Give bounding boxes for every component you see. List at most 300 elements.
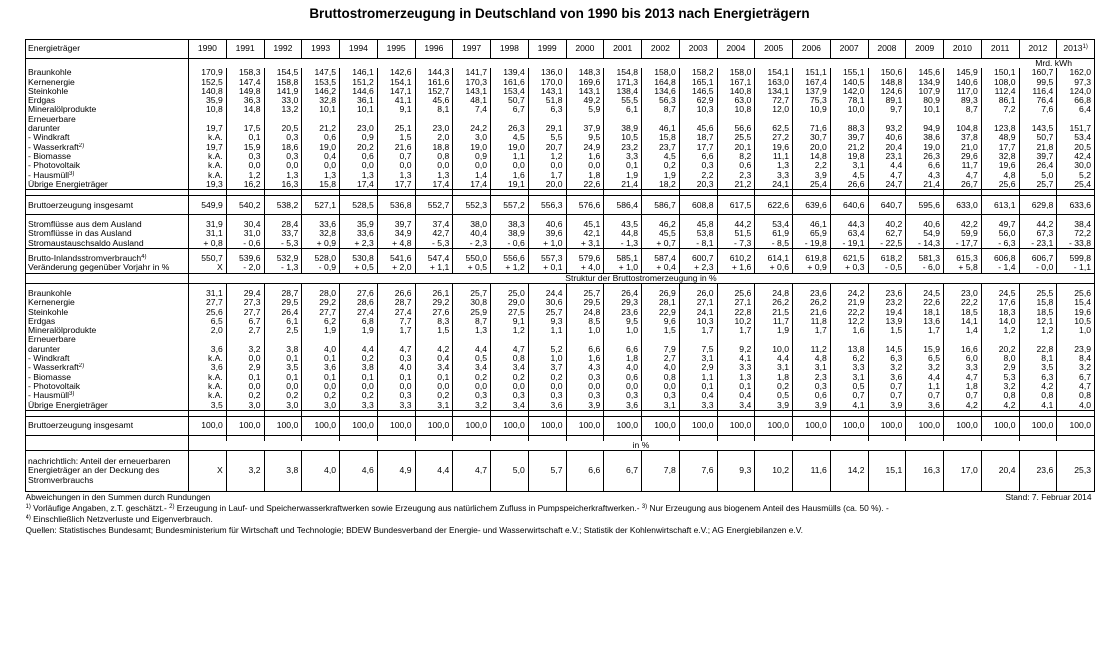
footnote-marker: 4) xyxy=(25,514,31,521)
table-cell: 0,2 xyxy=(415,391,453,400)
footer-notes xyxy=(26,503,1095,514)
table-cell: 586,7 xyxy=(642,196,680,215)
table-cell: 7,7 xyxy=(377,317,415,326)
table-cell: 3,1 xyxy=(793,363,831,372)
table-cell: 0,2 xyxy=(642,161,680,170)
table-cell: 25,1 xyxy=(377,115,415,134)
table-cell: 6,5 xyxy=(906,354,944,363)
table-cell: 7,6 xyxy=(1019,105,1057,114)
year-label: 2012 xyxy=(1028,43,1048,54)
table-cell: 6,0 xyxy=(944,354,982,363)
column-header-year xyxy=(302,40,340,59)
table-cell: 56,0 xyxy=(981,229,1019,238)
table-cell: 44,2 xyxy=(1019,220,1057,229)
row-label-text: Bruttoerzeugung insgesamt xyxy=(28,420,134,431)
table-cell: - 17,7 xyxy=(944,239,982,249)
table-cell: 14,1 xyxy=(944,317,982,326)
table-cell: 3,3 xyxy=(830,363,868,372)
table-cell: 3,6 xyxy=(906,401,944,411)
row-label-text: Erneuerbare xyxy=(28,335,76,345)
table-cell: 30,7 xyxy=(793,133,831,142)
row-label-text: Übrige Energieträger xyxy=(28,400,108,410)
table-row xyxy=(26,143,1095,152)
table-cell: 1,7 xyxy=(679,326,717,335)
table-cell: 27,4 xyxy=(340,308,378,317)
row-sublabel: darunter xyxy=(28,343,61,354)
table-cell: - 2,3 xyxy=(453,239,491,249)
table-cell: 614,1 xyxy=(755,254,793,263)
table-cell: 3,0 xyxy=(453,133,491,142)
table-cell: 4,7 xyxy=(868,171,906,180)
table-cell: 0,0 xyxy=(415,161,453,170)
table-cell: 4,7 xyxy=(453,451,491,492)
table-cell: 151,2 xyxy=(340,78,378,87)
table-cell: 0,6 xyxy=(340,152,378,161)
table-cell: 26,3 xyxy=(906,152,944,161)
table-cell: 45,1 xyxy=(566,220,604,229)
table-cell: 12,1 xyxy=(1019,317,1057,326)
table-cell: 581,3 xyxy=(906,254,944,263)
table-cell: 4,0 xyxy=(302,451,340,492)
table-cell: 26,4 xyxy=(604,289,642,298)
table-cell: 15,8 xyxy=(302,180,340,190)
table-cell: 0,3 xyxy=(491,391,529,400)
table-cell: 26,1 xyxy=(415,289,453,298)
table-cell: 10,3 xyxy=(679,317,717,326)
table-cell: 4,4 xyxy=(415,451,453,492)
table-cell: 66,8 xyxy=(1057,96,1095,105)
table-cell: 100,0 xyxy=(981,416,1019,435)
table-cell: 10,1 xyxy=(340,105,378,114)
table-cell: 527,1 xyxy=(302,196,340,215)
footnote-marker: 3) xyxy=(69,170,75,177)
table-cell: 5,5 xyxy=(528,133,566,142)
year-label: 2003 xyxy=(688,43,708,54)
table-cell: 15,1 xyxy=(868,451,906,492)
table-cell: 100,0 xyxy=(302,416,340,435)
table-cell: 19,6 xyxy=(1057,308,1095,317)
table-cell: 18,1 xyxy=(906,308,944,317)
table-cell: 14,0 xyxy=(981,317,1019,326)
table-cell: 42,1 xyxy=(566,229,604,238)
table-cell: 0,2 xyxy=(302,391,340,400)
table-cell: 25,6 xyxy=(1057,289,1095,298)
table-cell: 5,9 xyxy=(566,105,604,114)
table-cell: 27,6 xyxy=(340,289,378,298)
table-cell: 147,1 xyxy=(377,87,415,96)
table-cell: 1,3 xyxy=(415,171,453,180)
table-cell: 1,2 xyxy=(981,326,1019,335)
table-cell: 8,0 xyxy=(981,354,1019,363)
table-cell: 23,2 xyxy=(868,298,906,307)
row-label-text: - Windkraft xyxy=(28,354,70,364)
table-cell: 17,5 xyxy=(226,115,264,134)
footnote-marker: 2) xyxy=(78,142,85,149)
table-cell: 5,2 xyxy=(528,335,566,354)
table-cell: 24,8 xyxy=(566,308,604,317)
table-cell: 19,3 xyxy=(189,180,227,190)
table-cell: 1,2 xyxy=(226,171,264,180)
table-cell: 6,8 xyxy=(340,317,378,326)
row-label xyxy=(26,68,189,77)
table-cell: - 1,3 xyxy=(604,239,642,249)
footnote-text: Vorläufige Angaben, z.T. geschätzt.- xyxy=(30,503,170,513)
table-cell: 617,5 xyxy=(717,196,755,215)
table-cell: 100,0 xyxy=(1019,416,1057,435)
table-cell: 25,4 xyxy=(1057,180,1095,190)
table-cell: 3,1 xyxy=(642,401,680,411)
table-cell: 163,0 xyxy=(755,78,793,87)
table-cell: 17,4 xyxy=(453,180,491,190)
table-cell: 0,0 xyxy=(340,382,378,391)
table-cell: 2,7 xyxy=(226,326,264,335)
table-cell: 0,5 xyxy=(830,382,868,391)
table-cell: 51,8 xyxy=(528,96,566,105)
table-cell: 3,4 xyxy=(491,363,529,372)
row-label xyxy=(26,451,189,492)
table-cell: 55,5 xyxy=(604,96,642,105)
row-label xyxy=(26,161,189,170)
table-cell: 56,3 xyxy=(642,96,680,105)
table-cell: 50,7 xyxy=(1019,133,1057,142)
table-cell: 6,6 xyxy=(679,152,717,161)
table-cell: 24,5 xyxy=(906,289,944,298)
table-cell: 0,5 xyxy=(755,391,793,400)
table-cell: 4,2 xyxy=(944,401,982,411)
footer-notes-cell xyxy=(26,503,1095,514)
table-cell: 9,3 xyxy=(717,451,755,492)
table-cell: 26,7 xyxy=(944,180,982,190)
row-label xyxy=(26,143,189,152)
table-cell: 149,8 xyxy=(226,87,264,96)
table-cell: 3,3 xyxy=(717,363,755,372)
table-cell: 1,2 xyxy=(1019,326,1057,335)
table-cell: 53,4 xyxy=(1057,133,1095,142)
table-cell: 26,4 xyxy=(1019,161,1057,170)
table-cell: 0,0 xyxy=(302,382,340,391)
table-cell: 146,5 xyxy=(679,87,717,96)
table-cell: 639,6 xyxy=(793,196,831,215)
table-cell: 0,1 xyxy=(679,382,717,391)
table-cell: 161,6 xyxy=(491,78,529,87)
table-cell: 116,4 xyxy=(1019,87,1057,96)
table-cell: 20,2 xyxy=(981,335,1019,354)
table-cell: 0,1 xyxy=(264,373,302,382)
table-cell: 29,2 xyxy=(302,298,340,307)
table-cell: 8,2 xyxy=(717,152,755,161)
year-label: 1994 xyxy=(348,43,368,54)
table-cell: 21,5 xyxy=(755,308,793,317)
table-cell: 148,8 xyxy=(868,78,906,87)
table-cell: 26,2 xyxy=(793,298,831,307)
table-cell: 538,2 xyxy=(264,196,302,215)
empty-cell xyxy=(26,59,189,69)
table-cell: 158,3 xyxy=(226,68,264,77)
table-cell: 4,1 xyxy=(1019,401,1057,411)
table-cell: + 0,8 xyxy=(189,239,227,249)
table-cell: 0,8 xyxy=(642,373,680,382)
table-cell: 108,0 xyxy=(981,78,1019,87)
table-cell: 18,6 xyxy=(264,143,302,152)
table-cell: 27,7 xyxy=(302,308,340,317)
table-cell: 40,4 xyxy=(453,229,491,238)
table-cell: 17,7 xyxy=(679,143,717,152)
table-cell: 19,6 xyxy=(755,143,793,152)
column-header-year xyxy=(604,40,642,59)
table-cell: 31,1 xyxy=(189,289,227,298)
table-cell: 3,2 xyxy=(226,335,264,354)
table-cell: - 1,1 xyxy=(1057,263,1095,273)
table-row xyxy=(26,229,1095,238)
row-label xyxy=(26,416,189,435)
table-cell: 13,9 xyxy=(868,317,906,326)
table-cell: 23,1 xyxy=(868,152,906,161)
table-cell: 25,7 xyxy=(528,308,566,317)
table-cell: 11,8 xyxy=(793,317,831,326)
year-label: 2004 xyxy=(726,43,746,54)
table-cell: 0,0 xyxy=(264,161,302,170)
table-cell: 4,2 xyxy=(1019,382,1057,391)
table-cell: 151,1 xyxy=(793,68,831,77)
table-cell: 7,4 xyxy=(453,105,491,114)
empty-cell xyxy=(26,441,189,451)
table-cell: 0,3 xyxy=(226,152,264,161)
table-cell: 37,4 xyxy=(415,220,453,229)
table-cell: 100,0 xyxy=(189,416,227,435)
table-cell: 3,9 xyxy=(566,401,604,411)
table-cell: 0,9 xyxy=(453,152,491,161)
table-cell: 7,2 xyxy=(981,105,1019,114)
table-cell: 21,8 xyxy=(1019,143,1057,152)
year-label: 2000 xyxy=(575,43,595,54)
table-cell: 19,1 xyxy=(491,180,529,190)
table-row xyxy=(26,382,1095,391)
table-cell: 530,8 xyxy=(340,254,378,263)
table-cell: 39,7 xyxy=(1019,152,1057,161)
table-row xyxy=(26,289,1095,298)
table-cell: 21,6 xyxy=(377,143,415,152)
table-cell: 44,2 xyxy=(717,220,755,229)
table-cell: 24,1 xyxy=(679,308,717,317)
table-cell: 150,1 xyxy=(981,68,1019,77)
footnote-marker: 3) xyxy=(641,503,648,510)
table-cell: 145,9 xyxy=(944,68,982,77)
row-label-text: Erdgas xyxy=(28,96,56,106)
sources-text: Quellen: Statistisches Bundesamt; Bundesministerium für Wirtschaft und Technologie; BDEW Bundesverband der Energie- und Wasserwirtschaft e.V.; Statistik der Kohlenwirtschaft e.V.; AG Energiebilanzen e.V. xyxy=(25,525,803,535)
table-cell: 53,8 xyxy=(679,229,717,238)
table-cell: 0,1 xyxy=(340,373,378,382)
row-label-text: Mineralölprodukte xyxy=(28,105,97,115)
table-cell: 16,3 xyxy=(264,180,302,190)
table-cell: 0,0 xyxy=(491,161,529,170)
table-cell: 0,0 xyxy=(604,382,642,391)
row-label xyxy=(26,115,189,134)
footer-sources-cell xyxy=(26,525,1095,536)
table-cell: 610,2 xyxy=(717,254,755,263)
table-cell: 3,5 xyxy=(264,363,302,372)
table-cell: 12,0 xyxy=(755,105,793,114)
table-cell: 3,3 xyxy=(679,401,717,411)
table-cell: 33,7 xyxy=(264,229,302,238)
row-label-text: Brutto-Inlandsstromverbrauch xyxy=(28,254,142,264)
table-cell: - 8,5 xyxy=(755,239,793,249)
footnote-marker: 1) xyxy=(1082,44,1088,51)
table-cell: 4,4 xyxy=(453,335,491,354)
table-cell: 4,2 xyxy=(981,401,1019,411)
table-cell: 3,3 xyxy=(604,152,642,161)
table-cell: 0,1 xyxy=(226,373,264,382)
table-cell: 1,4 xyxy=(944,326,982,335)
table-cell: 541,6 xyxy=(377,254,415,263)
table-row xyxy=(26,161,1095,170)
year-label: 2005 xyxy=(764,43,784,54)
table-cell: 6,5 xyxy=(189,317,227,326)
table-cell: 39,6 xyxy=(528,229,566,238)
table-cell: 21,4 xyxy=(604,180,642,190)
table-cell: 550,0 xyxy=(453,254,491,263)
year-label: 1990 xyxy=(197,43,217,54)
table-cell: 0,0 xyxy=(642,382,680,391)
table-cell: 587,4 xyxy=(642,254,680,263)
table-cell: 124,6 xyxy=(868,87,906,96)
table-cell: 1,3 xyxy=(302,171,340,180)
row-label xyxy=(26,220,189,229)
table-cell: 17,6 xyxy=(981,298,1019,307)
table-cell: 19,0 xyxy=(906,143,944,152)
table-cell: 10,1 xyxy=(302,105,340,114)
row-label-text: - Windkraft xyxy=(28,133,70,143)
table-cell: 3,5 xyxy=(1019,363,1057,372)
table-cell: 4,1 xyxy=(830,401,868,411)
table-cell: 13,2 xyxy=(264,105,302,114)
row-label xyxy=(26,354,189,363)
table-cell: 23,0 xyxy=(340,115,378,134)
table-cell: 0,3 xyxy=(264,152,302,161)
table-cell: 0,4 xyxy=(717,391,755,400)
table-cell: 143,1 xyxy=(528,87,566,96)
table-cell: 45,5 xyxy=(642,229,680,238)
table-cell: 23,2 xyxy=(604,143,642,152)
table-cell: 4,5 xyxy=(491,133,529,142)
column-header-year xyxy=(264,40,302,59)
table-cell: 25,7 xyxy=(453,289,491,298)
table-cell: 13,6 xyxy=(906,317,944,326)
table-cell: 540,2 xyxy=(226,196,264,215)
row-sublabel: darunter xyxy=(28,123,61,134)
table-cell: 9,7 xyxy=(868,105,906,114)
table-cell: 100,0 xyxy=(793,416,831,435)
table-cell: 8,7 xyxy=(453,317,491,326)
table-cell: 18,7 xyxy=(679,133,717,142)
table-cell: 32,8 xyxy=(302,229,340,238)
table-cell: 169,6 xyxy=(566,78,604,87)
row-label xyxy=(26,196,189,215)
table-cell: 46,2 xyxy=(642,220,680,229)
table-cell: 3,3 xyxy=(944,363,982,372)
table-cell: 0,7 xyxy=(944,391,982,400)
table-cell: 152,7 xyxy=(415,87,453,96)
table-cell: 22,2 xyxy=(830,308,868,317)
table-cell: 618,2 xyxy=(868,254,906,263)
table-cell: 48,1 xyxy=(453,96,491,105)
table-cell: 154,1 xyxy=(755,68,793,77)
table-row xyxy=(26,298,1095,307)
table-cell: 0,8 xyxy=(1057,391,1095,400)
table-cell: 0,5 xyxy=(453,354,491,363)
table-cell: 89,1 xyxy=(868,96,906,105)
table-row xyxy=(26,263,1095,273)
table-cell: 1,1 xyxy=(528,326,566,335)
row-label-text: Erdgas xyxy=(28,316,56,326)
table-cell: 0,0 xyxy=(415,382,453,391)
table-cell: 1,7 xyxy=(906,326,944,335)
table-cell: 18,8 xyxy=(415,143,453,152)
year-label: 2009 xyxy=(915,43,935,54)
table-cell: - 8,1 xyxy=(679,239,717,249)
table-cell: 3,7 xyxy=(528,363,566,372)
table-cell: + 4,0 xyxy=(566,263,604,273)
column-header-year xyxy=(1057,40,1095,59)
table-cell: 38,6 xyxy=(906,133,944,142)
table-cell: 28,6 xyxy=(340,298,378,307)
row-label xyxy=(26,263,189,273)
table-cell: + 2,3 xyxy=(679,263,717,273)
table-cell: 153,5 xyxy=(302,78,340,87)
table-cell: 100,0 xyxy=(566,416,604,435)
row-label xyxy=(26,373,189,382)
table-cell: 19,0 xyxy=(302,143,340,152)
table-cell: 615,3 xyxy=(944,254,982,263)
table-cell: 536,8 xyxy=(377,196,415,215)
table-cell: 20,2 xyxy=(340,143,378,152)
table-cell: 36,1 xyxy=(340,96,378,105)
year-label: 1991 xyxy=(235,43,255,54)
table-cell: 61,9 xyxy=(755,229,793,238)
table-cell: + 0,3 xyxy=(830,263,868,273)
table-cell: 33,6 xyxy=(340,229,378,238)
table-cell: 0,3 xyxy=(528,391,566,400)
table-cell: 0,0 xyxy=(377,161,415,170)
table-cell: 38,4 xyxy=(1057,220,1095,229)
table-cell: 147,4 xyxy=(226,78,264,87)
table-cell: 27,3 xyxy=(226,298,264,307)
table-cell: 32,8 xyxy=(302,96,340,105)
row-label-text: Braunkohle xyxy=(28,68,72,78)
table-cell: 11,6 xyxy=(793,451,831,492)
table-cell: 72,2 xyxy=(1057,229,1095,238)
row-label-text: Erneuerbare xyxy=(28,114,76,124)
table-cell: 10,8 xyxy=(717,105,755,114)
table-cell: 165,1 xyxy=(679,78,717,87)
row-label-text: Braunkohle xyxy=(28,288,72,298)
unit-row-percent-text: in % xyxy=(189,441,1095,451)
table-cell: 552,7 xyxy=(415,196,453,215)
row-label xyxy=(26,105,189,114)
table-cell: - 6,0 xyxy=(906,263,944,273)
table-cell: 21,2 xyxy=(717,180,755,190)
table-cell: + 2,0 xyxy=(377,263,415,273)
table-cell: 4,1 xyxy=(717,354,755,363)
table-cell: 100,0 xyxy=(604,416,642,435)
table-cell: 42,2 xyxy=(944,220,982,229)
table-row xyxy=(26,363,1095,372)
table-cell: 2,3 xyxy=(793,373,831,382)
table-cell: 606,7 xyxy=(1019,254,1057,263)
table-cell: 0,2 xyxy=(491,373,529,382)
table-cell: - 1,4 xyxy=(981,263,1019,273)
table-cell: 17,4 xyxy=(340,180,378,190)
year-label: 2002 xyxy=(650,43,670,54)
